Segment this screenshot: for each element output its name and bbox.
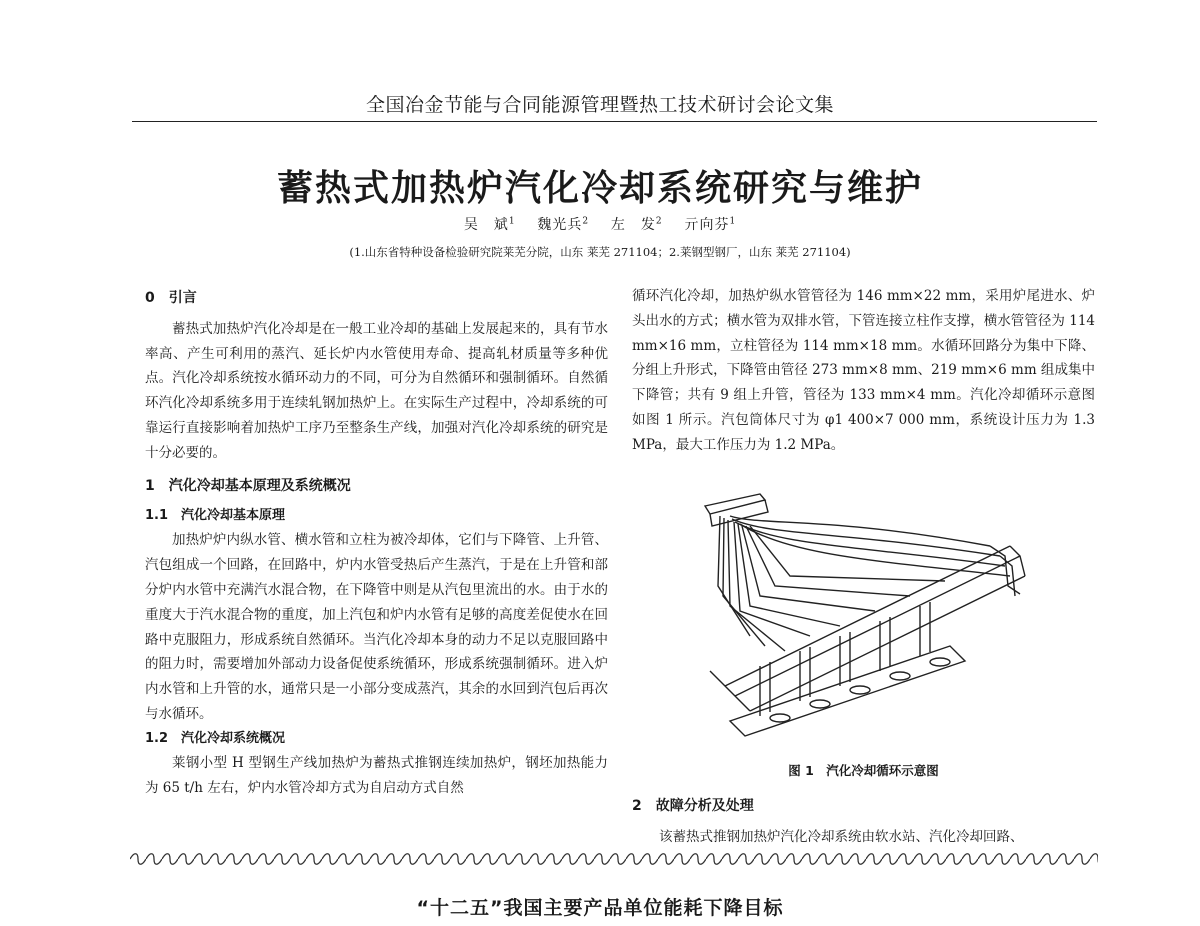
subsection-heading-1-1: 1.1 汽化冷却基本原理	[145, 508, 286, 524]
affiliation: (1.山东省特种设备检验研究院莱芜分院，山东 莱芜 271104；2.莱钢型钢厂，山东 莱芜 271104)	[349, 245, 851, 259]
author: 亓向芬$^1$	[684, 216, 737, 233]
author: 左 发$^2$	[610, 216, 663, 233]
system-overview-continued: 循环汽化冷却，加热炉纵水管管径为 146 mm×22 mm，采用炉尾进水、炉头出水的方式；横水管为双排水管，下管连接立柱作支撑，横水管管径为 114 mm×16 mm，立柱管径为 114 mm×18 mm。水循环回路分为集中下降、分组上升形式，下降管由管径 273 mm×8 mm、219 mm×6 mm 组成集中下降管；共有 9 组上升管，管径为 133 mm×4 mm。汽化冷却循环示意图如图 1 所示。汽包筒体尺寸为 φ1 400×7 000 mm，系统设计压力为 1.3 MPa，最大工作压力为 1.2 MPa。	[632, 288, 1095, 453]
decorative-border	[130, 852, 1098, 866]
system-overview-paragraph: 莱钢小型 H 型钢生产线加热炉为蓄热式推钢连续加热炉，钢坯加热能力为 65 t/h 左右，炉内水管冷却方式为自启动方式自然	[145, 754, 608, 796]
subsection-heading-1-2: 1.2 汽化冷却系统概况	[145, 730, 286, 746]
section-heading-intro: 0 引言	[145, 290, 197, 306]
figure-caption: 图 1 汽化冷却循环示意图	[788, 763, 939, 778]
running-header: 全国冶金节能与合同能源管理暨热工技术研讨会论文集	[365, 94, 834, 116]
paper-title: 蓄热式加热炉汽化冷却系统研究与维护	[276, 167, 923, 209]
cooling-cycle-diagram	[690, 486, 1030, 746]
fault-analysis-paragraph: 该蓄热式推钢加热炉汽化冷却系统由软水站、汽化冷却回路、	[659, 829, 1024, 845]
intro-paragraph: 蓄热式加热炉汽化冷却是在一般工业冷却的基础上发展起来的，具有节水率高、产生可利用的蒸汽、延长炉内水管使用寿命、提高轧材质量等多种优点。汽化冷却系统按水循环动力的不同，可分为自然循环和强制循环。自然循环汽化冷却系统多用于连续轧钢加热炉上。在实际生产过程中，冷却系统的可靠运行直接影响着加热炉工序乃至整条生产线，加强对汽化冷却系统的研究是十分必要的。	[145, 320, 608, 461]
section-heading-2: 2 故障分析及处理	[632, 798, 754, 814]
author: 魏光兵$^2$	[537, 216, 590, 233]
author: 吴 斌$^1$	[463, 216, 516, 233]
footer-title: “十二五”我国主要产品单位能耗下降目标	[416, 897, 784, 919]
right-column	[632, 284, 1095, 458]
steam-drum	[705, 494, 765, 514]
furnace-pipe	[725, 546, 1010, 686]
author-list	[0, 214, 1200, 234]
header-rule	[132, 121, 1097, 122]
principle-paragraph: 加热炉炉内纵水管、横水管和立柱为被冷却体，它们与下降管、上升管、汽包组成一个回路，在回路中，炉内水管受热后产生蒸汽，于是在上升管和部分炉内水管中充满汽水混合物，在下降管中则是从汽包里流出的水。由于水的重度大于汽水混合物的重度，加上汽包和炉内水管有足够的高度差促使水在回路中克服阻力，形成系统自然循环。当汽化冷却本身的动力不足以克服回路中的阻力时，需要增加外部动力设备促使系统循环，形成系统强制循环。进入炉内水管和上升管的水，通常只是一小部分变成蒸汽，其余的水回到汽包后再次与水循环。	[145, 532, 608, 722]
section-heading-1: 1 汽化冷却基本原理及系统概况	[145, 477, 351, 494]
left-column	[145, 284, 608, 800]
